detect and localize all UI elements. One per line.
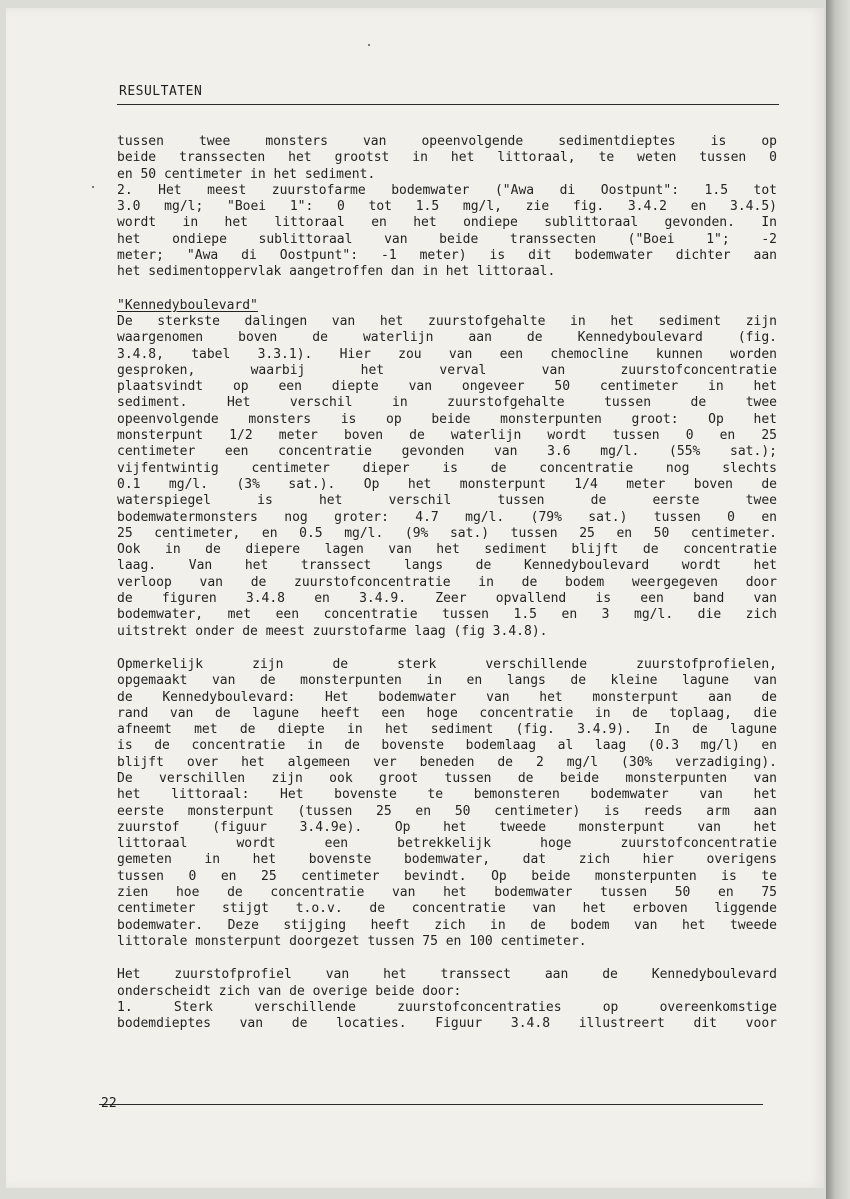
text-line: monsterpunt 1/2 meter boven de waterlijn wordt tussen 0 en 25: [117, 428, 777, 444]
text-line: onderscheidt zich van de overige beide door:: [117, 983, 462, 999]
text-line: afneemt met de diepte in het sediment (fig. 3.4.9). In de lagune: [117, 722, 777, 738]
text-line: Het zuurstofprofiel van het transsect aan de Kennedyboulevard: [117, 967, 777, 983]
text-line: eerste monsterpunt (tussen 25 en 50 centimeter) is reeds arm aan: [117, 803, 777, 819]
text-line: laag. Van het transsect langs de Kennedyboulevard wordt het: [117, 558, 777, 574]
scan-speck: [368, 44, 370, 46]
text-line: beide transsecten het grootst in het littoraal, te weten tussen 0: [117, 150, 777, 166]
text-line: tussen twee monsters van opeenvolgende sedimentdieptes is op: [117, 134, 777, 149]
text-line: bodemwater. Deze stijging heeft zich in de bodem van het tweede: [117, 917, 777, 933]
text-line: opgemaakt van de monsterpunten in en langs de kleine lagune van: [117, 673, 777, 689]
page-edge-shadow: [826, 0, 850, 1199]
text-line: vijfentwintig centimeter dieper is de concentratie nog slechts: [117, 460, 777, 476]
text-line: blijft over het algemeen ver beneden de 2 mg/l (30% verzadiging).: [117, 754, 777, 770]
text-line: opeenvolgende monsters is op beide monsterpunten groot: Op het: [117, 411, 777, 427]
section-title: RESULTATEN: [119, 84, 203, 99]
text-line: 3.0 mg/l; "Boei 1": 0 tot 1.5 mg/l, zie fig. 3.4.2 en 3.4.5): [117, 199, 777, 215]
text-line: centimeter stijgt t.o.v. de concentratie van het erboven liggende: [117, 901, 777, 917]
text-line: 25 centimeter, en 0.5 mg/l. (9% sat.) tussen 25 en 50 centimeter.: [117, 525, 777, 541]
text-line: zuurstof (figuur 3.4.9e). Op het tweede monsterpunt van het: [117, 819, 777, 835]
paragraph-gap: [117, 281, 777, 298]
text-line: het ondiepe sublittoraal van beide transsecten ("Boei 1"; -2: [117, 231, 777, 247]
text-line: is de concentratie in de bovenste bodemlaag al laag (0.3 mg/l) en: [117, 738, 777, 754]
text-line: de figuren 3.4.8 en 3.4.9. Zeer opvallend is een band van: [117, 591, 777, 607]
text-line: waterspiegel is het verschil tussen de eerste twee: [117, 493, 777, 509]
text-line: rand van de lagune heeft een hoge concentratie in de toplaag, die: [117, 705, 777, 721]
text-line: Opmerkelijk zijn de sterk verschillende zuurstofprofielen,: [117, 656, 777, 672]
text-line: 0.1 mg/l. (3% sat.). Op het monsterpunt 1/4 meter boven de: [117, 476, 777, 492]
text-line: bodemwatermonsters nog groter: 4.7 mg/l. (79% sat.) tussen 0 en: [117, 509, 777, 525]
paragraph-kennedyboulevard: [117, 314, 777, 640]
header-rule: [117, 104, 779, 105]
text-line: centimeter een concentratie gevonden van 3.6 mg/l. (55% sat.);: [117, 444, 777, 460]
text-line: verloop van de zuurstofconcentratie in de bodem weergegeven door: [117, 574, 777, 590]
section-subheading: "Kennedyboulevard": [117, 297, 258, 313]
text-line: en 50 centimeter in het sediment.: [117, 166, 376, 182]
text-line: gesproken, waarbij het verval van zuurstofconcentratie: [117, 362, 777, 378]
text-line: littoraal wordt een betrekkelijk hoge zuurstofconcentratie: [117, 836, 777, 852]
paragraph-gap: [117, 640, 777, 657]
text-line: 1. Sterk verschillende zuurstofconcentraties op overeenkomstige: [117, 999, 777, 1015]
text-line: uitstrekt onder de meest zuurstofarme laag (fig 3.4.8).: [117, 623, 548, 639]
text-line: sediment. Het verschil in zuurstofgehalte tussen de twee: [117, 395, 777, 411]
paragraph-gap: [117, 950, 777, 967]
scan-speck: [92, 186, 94, 188]
text-line: bodemdieptes van de locaties. Figuur 3.4.8 illustreert dit voor: [117, 1016, 777, 1032]
text-line: tussen 0 en 25 centimeter bevindt. Op beide monsterpunten is te: [117, 868, 777, 884]
text-line: wordt in het littoraal en het ondiepe sublittoraal gevonden. In: [117, 215, 777, 231]
page-number: 22: [101, 1096, 117, 1111]
text-line: de Kennedyboulevard: Het bodemwater van het monsterpunt aan de: [117, 689, 777, 705]
text-line: 2. Het meest zuurstofarme bodemwater ("Awa di Oostpunt": 1.5 tot: [117, 182, 777, 198]
text-line: De sterkste dalingen van het zuurstofgehalte in het sediment zijn: [117, 313, 777, 329]
text-line: bodemwater, met een concentratie tussen 1.5 en 3 mg/l. die zich: [117, 607, 777, 623]
footer-rule: [99, 1104, 763, 1105]
paragraph-oxygen-profiles: [117, 657, 777, 950]
text-line: het littoraal: Het bovenste te bemonsteren bodemwater van het: [117, 787, 777, 803]
text-line: littorale monsterpunt doorgezet tussen 75 en 100 centimeter.: [117, 933, 587, 949]
text-line: De verschillen zijn ook groot tussen de beide monsterpunten van: [117, 770, 777, 786]
body-text: [117, 134, 777, 1032]
text-line: meter; "Awa di Oostpunt": -1 meter) is dit bodemwater dichter aan: [117, 248, 777, 264]
text-line: het sedimentoppervlak aangetroffen dan in het littoraal.: [117, 264, 556, 280]
text-line: Ook in de diepere lagen van het sediment blijft de concentratie: [117, 542, 777, 558]
text-line: 3.4.8, tabel 3.3.1). Hier zou van een chemocline kunnen worden: [117, 346, 777, 362]
text-line: plaatsvindt op een diepte van ongeveer 50 centimeter in het: [117, 379, 777, 395]
section-subheading-wrapper: [117, 298, 777, 314]
text-line: zien hoe de concentratie van het bodemwater tussen 50 en 75: [117, 885, 777, 901]
paragraph-transect-profile: [117, 967, 777, 1032]
paragraph-transect-summary: [117, 134, 777, 281]
text-line: waargenomen boven de waterlijn aan de Kennedyboulevard (fig.: [117, 330, 777, 346]
text-line: gemeten in het bovenste bodemwater, dat zich hier overigens: [117, 852, 777, 868]
